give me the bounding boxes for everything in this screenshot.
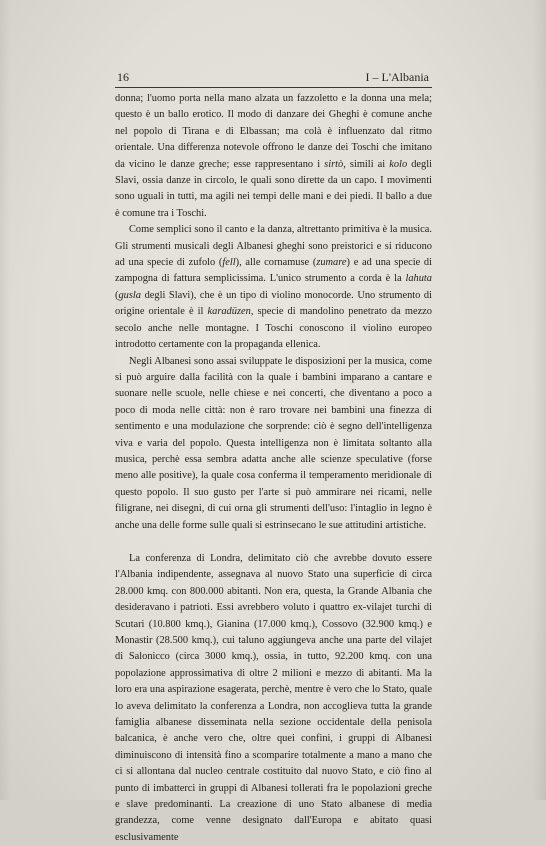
italic-term: sirtò [324, 158, 344, 170]
italic-term: gusla [118, 289, 141, 301]
text-run: Come semplici sono il canto e la danza, altrettanto primitiva è la musica. Gli strumenti musicali degli Albanesi gheghi sono preistorici e si riducono ad una specie di zufolo ( [115, 224, 432, 269]
page-fold-shadow [532, 0, 546, 800]
text-run: degli Slavi, ossia danze in circolo, le quali sono dirette da un capo. I movimenti sono uguali in tutti, ma agili nei tempi delle mani e dei piedi. Il ballo a due è comune tra i Toschi. [115, 158, 432, 219]
text-run: ) e ad una specie di zampogna di fattura semplicissima. L'unico strumento a corda è la [115, 257, 432, 285]
paragraph [115, 551, 432, 846]
text-run: Negli Albanesi sono assai sviluppate le disposizioni per la musica, come si può arguire dalla facilità con la quale i bambini imparano a cantare e suonare nelle scuole, nelle chiese e nei concerti, che diventano a poco a poco di moda nelle città: non è raro trovare nei bambini una finezza di sentimento e una modulazione che sorprende: ciò è segno dell'intelligenza viva e varia del popolo. Questa intelligenza non è limitata soltanto alla musica, perchè essa sembra adatta anche alle scienze speculative (forse meno alle positive), la quale cosa conferma il temperamento meridionale di questo popolo. Il suo gusto per l'arte si può ammirare nei ricami, nelle filigrane, nei disegni, di cui orna gli strumenti dell'uso: l'intaglio in legno è anche una delle forme sulle quali si estrinsecano le sue attitudini artistiche. [115, 355, 432, 531]
text-run: La conferenza di Londra, delimitato ciò che avrebbe dovuto essere l'Albania indipendente, assegnava al nuovo Stato una superficie di circa 28.000 kmq. con 800.000 abitanti. Non era, questa, la Grande Albania che desideravano i patrioti. Essi avrebbero voluto i quattro ex-vilajet turchi di Scutari (10.800 kmq.), Gianina (17.000 kmq.), Cossovo (32.900 kmq.) e Monastir (28.500 kmq.), cui taluno aggiungeva anche una parte del vilajet di Salonicco (circa 3000 kmq.), ossia, in tutto, 92.200 kmq. con una popolazione approssimativa di oltre 2 milioni e mezzo di abitanti. Ma la loro era una aspirazione esagerata, perchè, mentre è vero che lo Stato, quale lo aveva delimitato la conferenza a Londra, non accoglieva tutta la grande famiglia albanese disseminata nella sezione occidentale della penisola balcanica, è anche vero che, oltre quei confini, i gruppi di Albanesi diminuiscono di intensità fino a scomparire totalmente a mano a mano che ci si allontana dal nucleo centrale costituito dal nuovo Stato, e ciò fino al punto di imbatterci in gruppi di Albanesi tollerati fra le popolazioni greche e slave predominanti. La creazione di uno Stato albanese di media grandezza, come venne designato dall'Europa e abitato quasi esclusivamente [115, 552, 432, 843]
italic-term: fell [222, 257, 236, 269]
text-run: donna; l'uomo porta nella mano alzata un fazzoletto e la donna una mela; questo è un ballo erotico. Il modo di danzare dei Gheghi è comune anche nel popolo di Tirana e di Elbassan; ma colà è influenzato dal ritmo orientale. Una differenza notevole offrono le danze dei Toschi che imitano da vicino le danze greche; esse rappresentano i [115, 93, 432, 170]
running-title: I – L'Albania [365, 70, 429, 84]
italic-term: lahuta [405, 273, 432, 285]
text-run: , simili ai [343, 158, 390, 170]
header-rule [115, 87, 432, 88]
text-run: , specie di mandolino penetrato da mezzo secolo anche nelle montagne. I Toschi conoscono il violino europeo introdotto certamente con la propaganda ellenica. [115, 306, 432, 351]
italic-term: karadüzen [207, 306, 251, 318]
paragraph [115, 222, 432, 353]
page-edge-shadow [0, 0, 10, 800]
text-run: degli Slavi), che è un tipo di violino monocorde. Uno strumento di origine orientale è il [115, 289, 432, 318]
text-run: ), alle cornamuse ( [235, 257, 317, 269]
italic-term: zumare [316, 257, 347, 269]
body-text [115, 91, 432, 846]
page-header [117, 70, 429, 86]
text-run: ( [115, 289, 119, 301]
page-number: 16 [117, 70, 129, 84]
paragraph [115, 91, 432, 222]
italic-term: kolo [389, 158, 408, 170]
paragraph [115, 354, 432, 534]
